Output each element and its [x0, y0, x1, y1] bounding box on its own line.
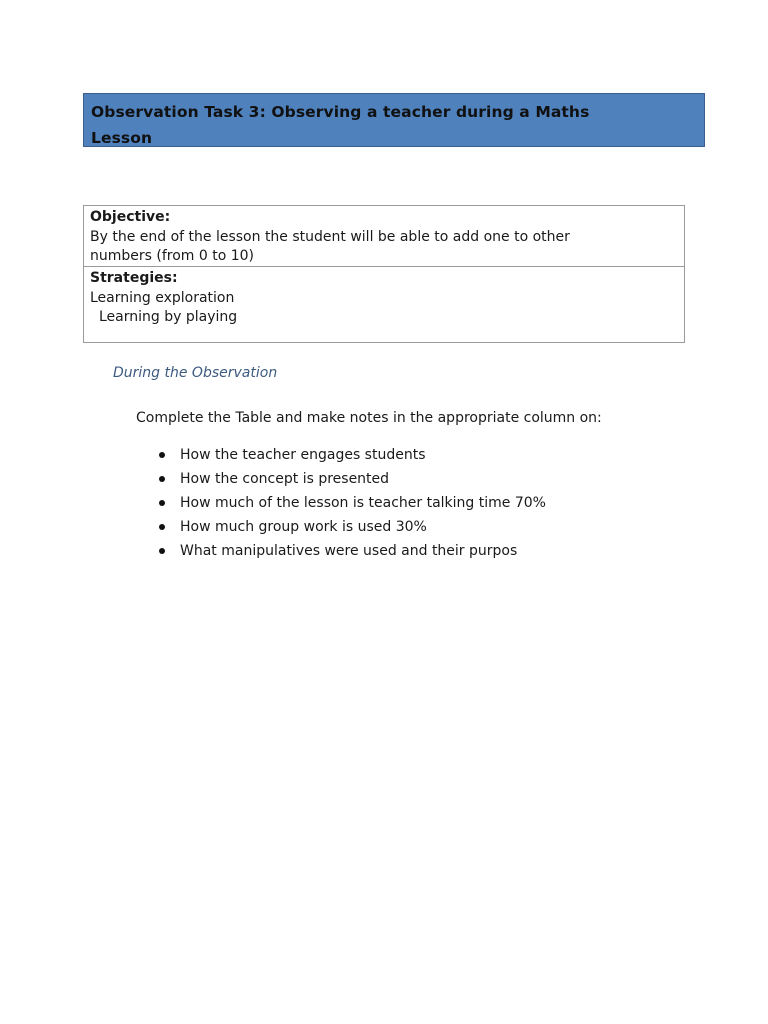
objective-strategies-table	[83, 205, 685, 343]
document-title-line-2: Lesson	[91, 129, 153, 147]
section-heading: During the Observation	[113, 365, 278, 381]
list-item-text: How much group work is used 30%	[180, 519, 427, 535]
strategies-cell	[84, 267, 684, 342]
bullet-icon	[159, 476, 165, 482]
strategies-heading: Strategies:	[90, 270, 178, 286]
bullet-icon	[159, 548, 165, 554]
list-item	[156, 515, 546, 539]
instruction-text: Complete the Table and make notes in the appropriate column on:	[136, 410, 602, 426]
list-item-text: How much of the lesson is teacher talking time 70%	[180, 495, 546, 511]
bullet-icon	[159, 452, 165, 458]
bullet-icon	[159, 524, 165, 530]
list-item	[156, 539, 546, 563]
document-title-line-1: Observation Task 3: Observing a teacher during a Maths	[91, 103, 590, 121]
objective-text-line-2: numbers (from 0 to 10)	[90, 248, 255, 264]
list-item-text: What manipulatives were used and their purpos	[180, 543, 518, 559]
strategy-item: Learning by playing	[99, 309, 238, 325]
list-item	[156, 443, 546, 467]
list-item	[156, 491, 546, 515]
bullet-icon	[159, 500, 165, 506]
objective-text-line-1: By the end of the lesson the student will be able to add one to other	[90, 228, 570, 245]
list-item	[156, 467, 546, 491]
list-item-text: How the concept is presented	[180, 471, 390, 487]
objective-heading: Objective:	[90, 209, 171, 225]
document-title-banner	[83, 93, 705, 147]
strategy-item: Learning exploration	[90, 289, 235, 306]
list-item-text: How the teacher engages students	[180, 447, 426, 463]
objective-cell	[84, 206, 684, 267]
observation-bullet-list	[156, 443, 546, 563]
